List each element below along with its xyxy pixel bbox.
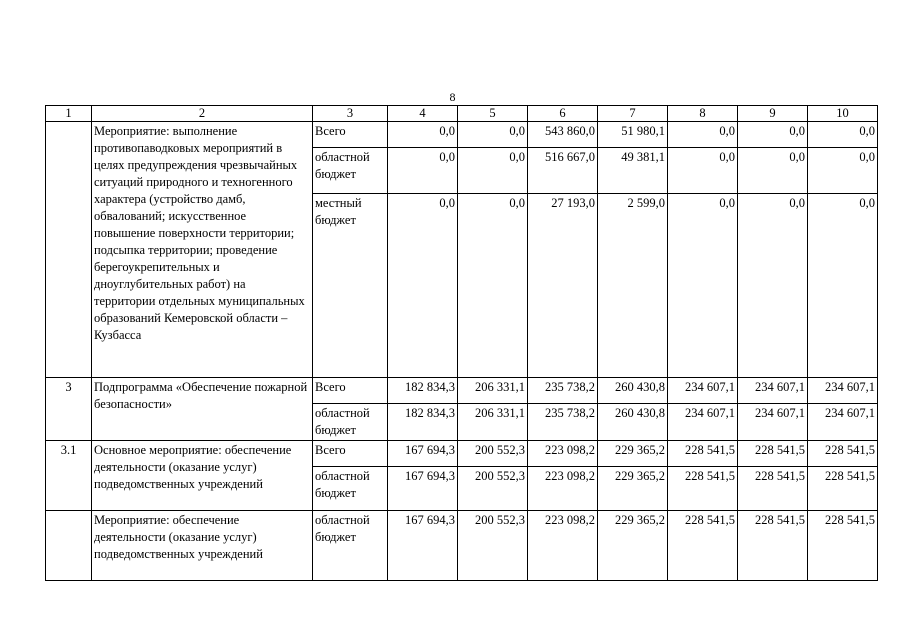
value-cell: 228 541,5 — [808, 511, 878, 581]
column-header: 10 — [808, 106, 878, 122]
funding-source: местный бюджет — [313, 194, 388, 378]
column-header: 5 — [458, 106, 528, 122]
value-cell: 234 607,1 — [808, 404, 878, 441]
value-cell: 223 098,2 — [528, 511, 598, 581]
value-cell: 0,0 — [458, 122, 528, 148]
value-cell: 516 667,0 — [528, 148, 598, 194]
value-cell: 200 552,3 — [458, 441, 528, 467]
column-header: 4 — [388, 106, 458, 122]
value-cell: 228 541,5 — [808, 441, 878, 467]
value-cell: 0,0 — [458, 148, 528, 194]
value-cell: 543 860,0 — [528, 122, 598, 148]
value-cell: 223 098,2 — [528, 441, 598, 467]
row-name: Подпрограмма «Обеспечение пожарной безопасности» — [92, 378, 313, 441]
funding-source: Всего — [313, 441, 388, 467]
value-cell: 0,0 — [738, 122, 808, 148]
value-cell: 228 541,5 — [668, 511, 738, 581]
value-cell: 167 694,3 — [388, 441, 458, 467]
value-cell: 228 541,5 — [668, 441, 738, 467]
value-cell: 0,0 — [808, 148, 878, 194]
column-header: 9 — [738, 106, 808, 122]
value-cell: 200 552,3 — [458, 511, 528, 581]
table-row — [46, 378, 878, 404]
value-cell: 235 738,2 — [528, 378, 598, 404]
table-row — [46, 122, 878, 148]
row-index: 3 — [46, 378, 92, 441]
value-cell: 228 541,5 — [808, 467, 878, 511]
value-cell: 182 834,3 — [388, 378, 458, 404]
value-cell: 0,0 — [458, 194, 528, 378]
funding-source: областной бюджет — [313, 511, 388, 581]
value-cell: 223 098,2 — [528, 467, 598, 511]
value-cell: 228 541,5 — [738, 511, 808, 581]
column-header: 1 — [46, 106, 92, 122]
funding-source: областной бюджет — [313, 148, 388, 194]
funding-source: областной бюджет — [313, 404, 388, 441]
column-header: 3 — [313, 106, 388, 122]
value-cell: 260 430,8 — [598, 404, 668, 441]
value-cell: 0,0 — [388, 194, 458, 378]
row-index — [46, 122, 92, 378]
value-cell: 234 607,1 — [738, 378, 808, 404]
row-name: Основное мероприятие: обеспечение деятельности (оказание услуг) подведомственных учреждений — [92, 441, 313, 511]
value-cell: 0,0 — [738, 148, 808, 194]
row-index — [46, 511, 92, 581]
value-cell: 260 430,8 — [598, 378, 668, 404]
value-cell: 200 552,3 — [458, 467, 528, 511]
value-cell: 229 365,2 — [598, 467, 668, 511]
funding-source: областной бюджет — [313, 467, 388, 511]
value-cell: 234 607,1 — [808, 378, 878, 404]
value-cell: 0,0 — [808, 194, 878, 378]
value-cell: 0,0 — [808, 122, 878, 148]
value-cell: 0,0 — [388, 148, 458, 194]
value-cell: 234 607,1 — [668, 404, 738, 441]
row-index: 3.1 — [46, 441, 92, 511]
value-cell: 228 541,5 — [738, 441, 808, 467]
value-cell: 234 607,1 — [738, 404, 808, 441]
funding-source: Всего — [313, 122, 388, 148]
value-cell: 206 331,1 — [458, 378, 528, 404]
value-cell: 167 694,3 — [388, 511, 458, 581]
value-cell: 229 365,2 — [598, 511, 668, 581]
column-header: 8 — [668, 106, 738, 122]
value-cell: 182 834,3 — [388, 404, 458, 441]
value-cell: 234 607,1 — [668, 378, 738, 404]
column-header: 2 — [92, 106, 313, 122]
table-row — [46, 511, 878, 581]
column-header: 6 — [528, 106, 598, 122]
column-number-row — [46, 106, 878, 122]
value-cell: 0,0 — [388, 122, 458, 148]
page-number: 8 — [449, 90, 456, 104]
value-cell: 51 980,1 — [598, 122, 668, 148]
row-name: Мероприятие: обеспечение деятельности (оказание услуг) подведомственных учреждений — [92, 511, 313, 581]
value-cell: 229 365,2 — [598, 441, 668, 467]
row-name: Мероприятие: выполнение противопаводковых мероприятий в целях предупреждения чрезвычайных ситуаций природного и техногенного характера (устройство дамб, обвалований; искусственное повышение поверхности территории; подсыпка территории; проведение берегоукрепительных и дноуглубительных работ) на территории отдельных муниципальных образований Кемеровской области – Кузбасса — [92, 122, 313, 378]
table-row — [46, 441, 878, 467]
value-cell: 49 381,1 — [598, 148, 668, 194]
value-cell: 206 331,1 — [458, 404, 528, 441]
funding-source: Всего — [313, 378, 388, 404]
value-cell: 0,0 — [668, 122, 738, 148]
column-header: 7 — [598, 106, 668, 122]
value-cell: 167 694,3 — [388, 467, 458, 511]
value-cell: 0,0 — [668, 148, 738, 194]
value-cell: 228 541,5 — [738, 467, 808, 511]
value-cell: 0,0 — [668, 194, 738, 378]
value-cell: 2 599,0 — [598, 194, 668, 378]
budget-table — [45, 105, 878, 581]
value-cell: 228 541,5 — [668, 467, 738, 511]
value-cell: 235 738,2 — [528, 404, 598, 441]
value-cell: 27 193,0 — [528, 194, 598, 378]
value-cell: 0,0 — [738, 194, 808, 378]
